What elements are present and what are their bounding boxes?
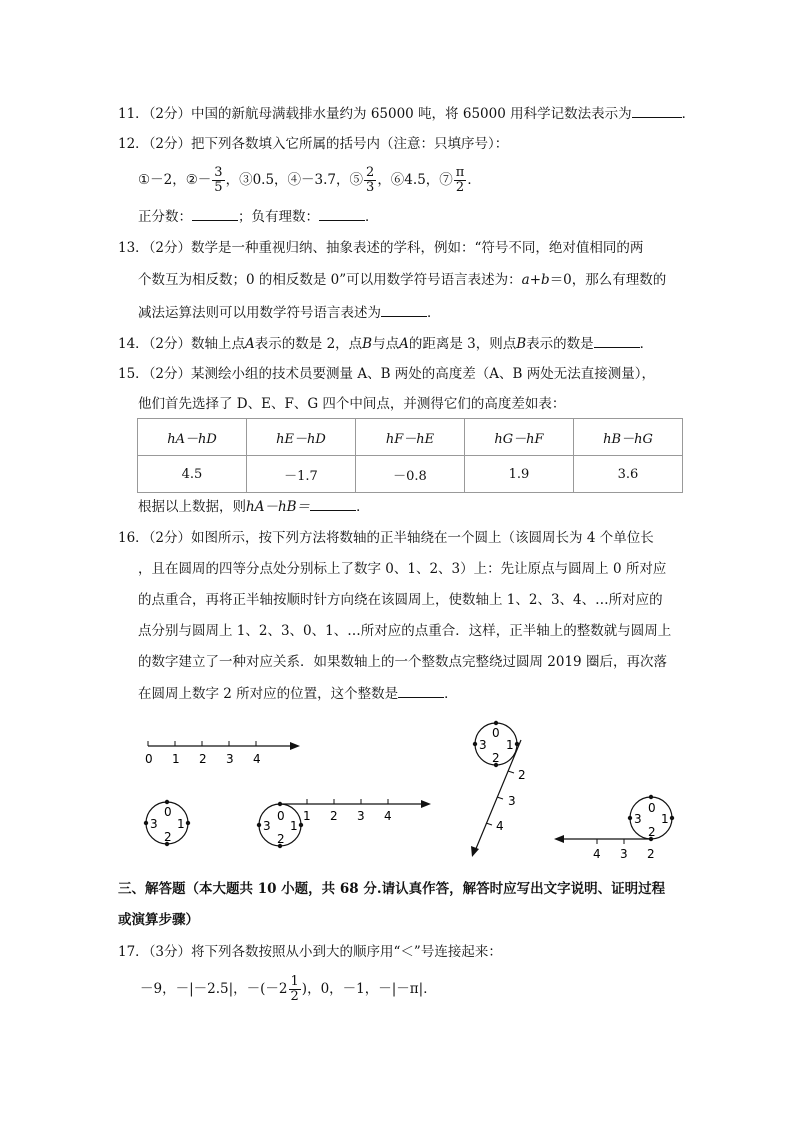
q13-line3 [138, 302, 441, 323]
q17-text: 将下列各数按照从小到大的顺序用“＜”号连接起来： [191, 944, 502, 960]
q13-line2-a: 个数互为相反数；0 的相反数是 0”可以用数学符号语言表述为： [138, 272, 522, 288]
table-header-row [138, 419, 683, 456]
section-3-heading-cont: 或演算步骤） [118, 912, 199, 928]
q12-frac2-num: 2 [366, 165, 375, 180]
q14-answer-blank[interactable] [594, 333, 640, 348]
question-14 [118, 333, 653, 354]
table-header-cell: hA－hD [138, 419, 247, 456]
slanted-label: 2 [518, 768, 526, 782]
q14-text-c: 与点 [372, 336, 400, 352]
q14-point-a2: A [399, 336, 409, 352]
q12-frac3-den: 2 [455, 180, 465, 195]
axis-label: 3 [357, 809, 365, 823]
q12-list-part6: ，⑥4.5，⑦ [377, 172, 453, 188]
q14-point-b: B [362, 336, 373, 352]
axis-label: 4 [593, 847, 601, 861]
q12-frac2-den: 3 [366, 180, 375, 195]
circle-label: 1 [506, 738, 514, 752]
axis-label: 3 [620, 847, 628, 861]
q11-answer-blank[interactable] [632, 103, 682, 118]
q12-text: 把下列各数填入它所属的括号内（注意：只填序号）： [191, 136, 509, 152]
q12-points: （2分） [148, 136, 192, 152]
circle-label: 3 [634, 812, 642, 826]
table-header-cell: hE－hD [247, 419, 356, 456]
table-cell: －0.8 [356, 456, 465, 493]
axis-label: 4 [253, 752, 261, 766]
q12-neg-sign: － [197, 172, 212, 188]
q13-answer-blank[interactable] [381, 302, 427, 317]
q12-frac1-num: 3 [214, 165, 223, 180]
circle-label: 2 [648, 825, 656, 839]
q11-text: 中国的新航母满载排水量约为 65000 吨，将 65000 用科学记数法表示为 [191, 106, 632, 122]
q15-line1: 某测绘小组的技术员要测量 A、B 两处的高度差（A、B 两处无法直接测量）， [191, 366, 655, 382]
table-header-cell: hF－hE [356, 419, 465, 456]
circle-label: 0 [277, 809, 285, 823]
q12-end: ． [365, 209, 379, 225]
q15-line2-text: 他们首先选择了 D、E、F、G 四个中间点，并测得它们的高度差如表： [138, 396, 566, 412]
q12-positive-blank[interactable] [192, 206, 238, 221]
q17-points: （3分） [148, 944, 192, 960]
q15-conclusion-text: 根据以上数据，则 [138, 499, 246, 515]
circle-label: 1 [290, 819, 298, 833]
q13-number: 13． [118, 240, 149, 256]
q16-points: （2分） [148, 530, 192, 546]
q15-end: ． [356, 499, 370, 515]
axis-label: 4 [384, 809, 392, 823]
q14-end: ． [639, 336, 654, 352]
question-16 [118, 528, 654, 548]
q15-answer-blank[interactable] [310, 496, 356, 511]
table-row [138, 456, 683, 493]
q14-number: 14． [118, 336, 149, 352]
question-15 [118, 364, 655, 384]
q12-fraction-3-5 [212, 166, 224, 195]
table-cell: 1.9 [465, 456, 574, 493]
q16-number: 16． [118, 530, 149, 546]
section-3-heading: 三、解答题（本大题共 10 小题，共 68 分.请认真作答，解答时应写出文字说明、证明过程 [118, 881, 666, 897]
table-cell: 4.5 [138, 456, 247, 493]
q15-points: （2分） [148, 366, 192, 382]
circle-label: 0 [492, 726, 500, 740]
q12-list-end: ． [467, 172, 481, 188]
q12-frac3-num: π [455, 165, 465, 180]
circle-label: 3 [263, 819, 271, 833]
q16-end: ． [444, 686, 458, 702]
axis-label: 2 [199, 752, 207, 766]
q12-negative-blank[interactable] [319, 206, 365, 221]
q14-text-e: 表示的数是 [526, 336, 594, 352]
q12-list-part3: ，③0.5，④－3.7，⑤ [225, 172, 364, 188]
q17-fraction [289, 975, 301, 1004]
circle-label: 2 [164, 830, 172, 844]
axis-label: 1 [172, 752, 180, 766]
q11-end: ． [681, 106, 696, 122]
circle-label: 0 [164, 805, 172, 819]
circle-label: 3 [479, 738, 487, 752]
q12-frac1-den: 5 [214, 180, 223, 195]
fig-number-line [145, 741, 300, 766]
q13-line2 [138, 270, 666, 290]
q16-line4: 点分别与圆周上 1、2、3、0、1、…所对应的点重合．这样，正半轴上的整数就与圆周上 [138, 623, 672, 639]
circle-label: 2 [277, 832, 285, 846]
table-cell: 3.6 [574, 456, 683, 493]
q12-negative-label: ；负有理数： [238, 209, 319, 225]
q12-fraction-pi-2 [454, 166, 467, 195]
axis-label: 2 [330, 809, 338, 823]
question-13 [118, 238, 643, 258]
circle-label: 2 [492, 751, 500, 765]
height-difference-table [137, 418, 683, 493]
q15-line2 [138, 394, 565, 414]
q14-text-d: 的距离是 3，则点 [408, 336, 517, 352]
q17-items-b: )，0，－1，－|－π|． [301, 981, 437, 997]
question-12 [118, 134, 508, 154]
q17-frac-num: 1 [290, 974, 299, 989]
q12-number: 12． [118, 136, 149, 152]
q17-number: 17． [118, 944, 149, 960]
q11-points: （2分） [148, 106, 192, 122]
q13-end: ． [427, 305, 441, 321]
q14-points: （2分） [148, 336, 192, 352]
q13-expr: a+b [521, 272, 550, 288]
q12-list-part1: ①－2，② [138, 172, 198, 188]
fig-circle-with-line [257, 799, 431, 848]
q16-line2: ，且在圆周的四等分点处分别标上了数字 0、1、2、3）上：先让原点与圆周上 0 所对应 [138, 561, 667, 577]
q17-frac-den: 2 [290, 989, 299, 1004]
q14-text-b: 表示的数是 2，点 [254, 336, 363, 352]
q13-line3-text: 减法运算法则可以用数学符号语言表述为 [138, 305, 381, 321]
circle-label: 3 [150, 817, 158, 831]
q16-line6 [138, 683, 458, 704]
q14-point-a: A [245, 336, 255, 352]
circle-label: 1 [177, 817, 185, 831]
fig-circle-slanted-line [471, 721, 526, 857]
q14-text-a: 数轴上点 [191, 336, 246, 352]
q13-line1: 数学是一种重视归纳、抽象表述的学科，例如：“符号不同，绝对值相同的两 [191, 240, 644, 256]
q15-conclusion [138, 496, 370, 517]
axis-label: 1 [303, 809, 311, 823]
table-header-cell: hG－hF [465, 419, 574, 456]
q12-number-list [138, 165, 481, 195]
axis-label: 3 [226, 752, 234, 766]
question-17 [118, 942, 502, 962]
q14-point-b2: B [516, 336, 527, 352]
q16-line6-text: 在圆周上数字 2 所对应的位置，这个整数是 [138, 686, 399, 702]
table-header-cell: hB－hG [574, 419, 683, 456]
q15-conclusion-expr: hA－hB＝ [246, 499, 311, 515]
fig-circle [144, 800, 190, 846]
circle-label: 1 [661, 812, 669, 826]
q17-items-a: －9，－|－2.5|，－(－2 [140, 981, 288, 997]
axis-label: 2 [647, 847, 655, 861]
q16-answer-blank[interactable] [398, 683, 444, 698]
q16-line1: 如图所示，按下列方法将数轴的正半轴绕在一个圆上（该圆周长为 4 个单位长 [191, 530, 654, 546]
slanted-label: 4 [496, 819, 504, 833]
fig-circle-left-line [554, 795, 674, 861]
table-cell: －1.7 [247, 456, 356, 493]
q11-number: 11． [118, 106, 149, 122]
axis-label: 0 [145, 752, 153, 766]
q16-line5: 的数字建立了一种对应关系．如果数轴上的一个整数点完整绕过圆周 2019 圈后，再次落 [138, 654, 667, 670]
circle-label: 0 [648, 801, 656, 815]
q15-number: 15． [118, 366, 149, 382]
q12-fraction-2-3 [364, 166, 376, 195]
q13-line2-b: ＝0，那么有理数的 [549, 272, 667, 288]
q17-numbers [140, 973, 437, 1005]
question-11 [118, 103, 695, 124]
q12-answers [138, 206, 379, 227]
q16-line3: 的点重合，再将正半轴按顺时针方向绕在该圆周上，使数轴上 1、2、3、4、…所对应的 [138, 592, 663, 608]
q12-positive-label: 正分数： [138, 209, 192, 225]
q13-points: （2分） [148, 240, 192, 256]
q16-figure [0, 715, 794, 865]
slanted-label: 3 [508, 794, 516, 808]
